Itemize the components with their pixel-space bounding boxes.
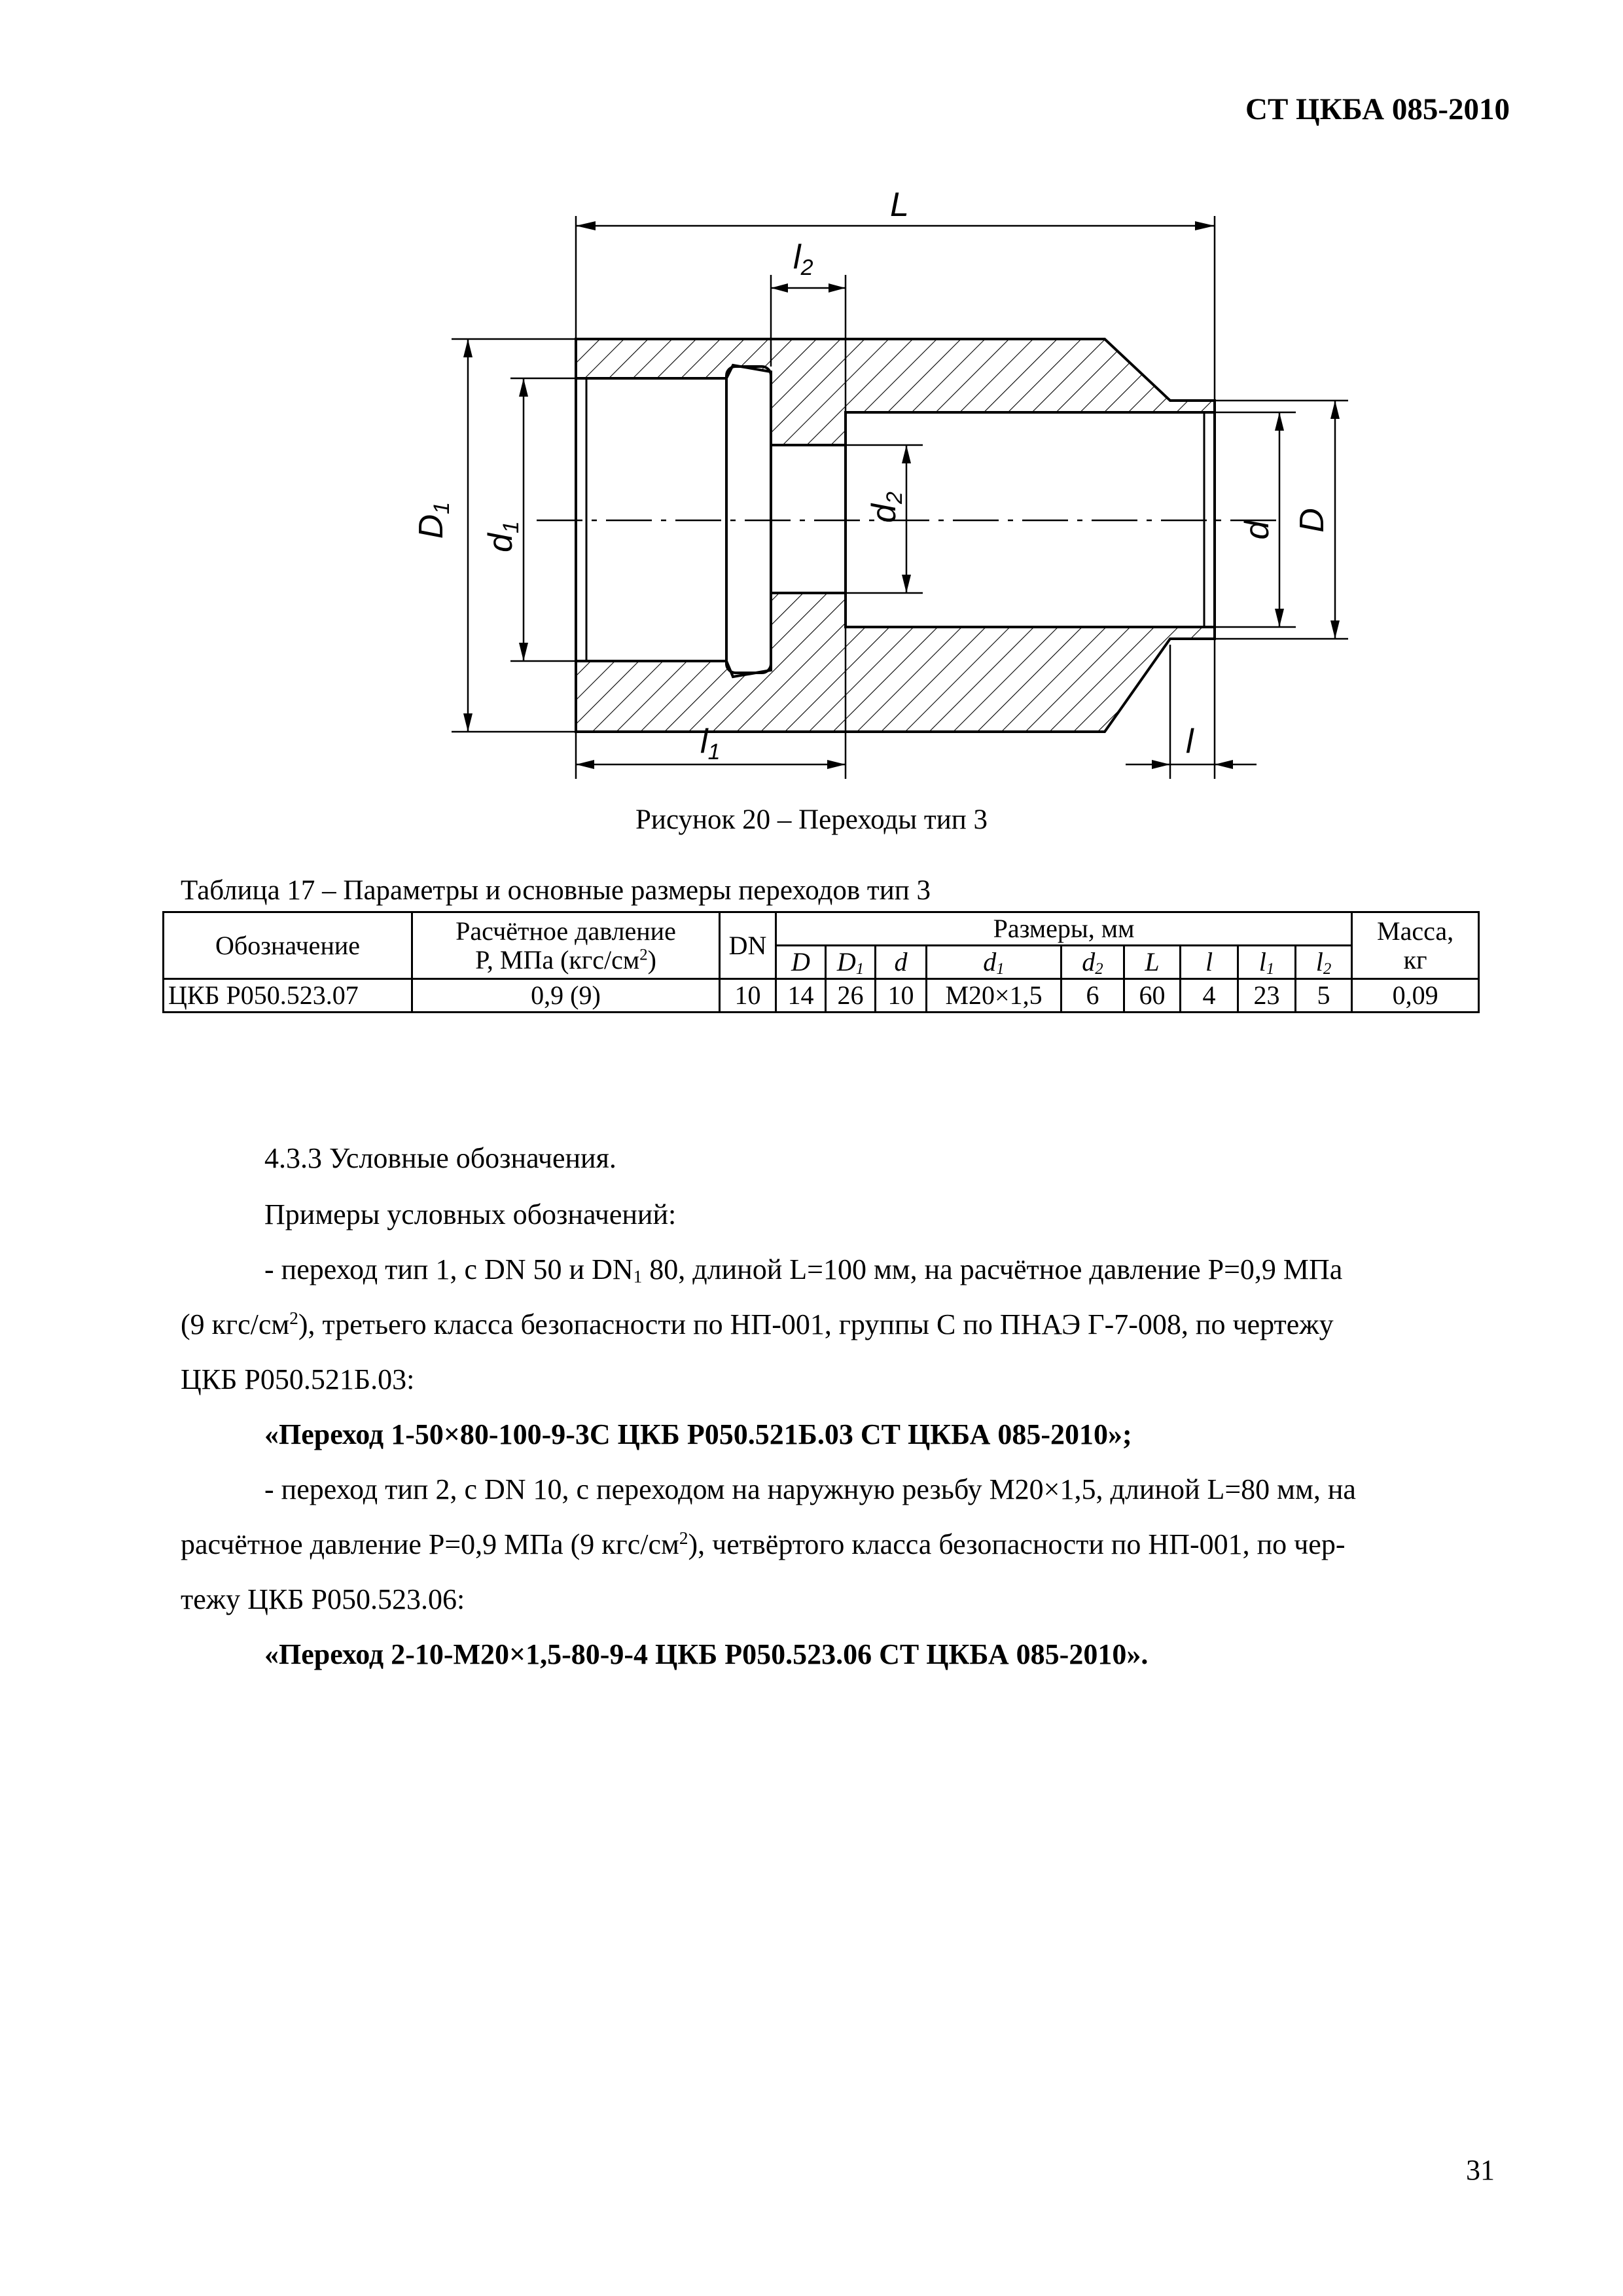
cell-d2: 6	[1061, 979, 1124, 1013]
label-d2: d2	[865, 492, 907, 523]
header-sizes: Размеры, мм	[776, 912, 1352, 946]
label-l1: l1	[700, 723, 721, 764]
header-l: l	[1181, 946, 1238, 979]
header-L: L	[1124, 946, 1181, 979]
table-caption: Таблица 17 – Параметры и основные размеры переходов тип 3	[181, 875, 931, 906]
page-number: 31	[1466, 2154, 1495, 2186]
header-pressure: Расчётное давление P, МПа $(кгс/см^2)$	[412, 912, 720, 979]
header-D: D	[776, 946, 826, 979]
designation-example-2: «Переход 2-10-М20×1,5-80-9-4 ЦКБ Р050.523.06 СТ ЦКБА 085-2010».	[264, 1638, 1149, 1670]
label-d: d	[1238, 520, 1276, 540]
table-header-row	[164, 912, 1479, 946]
label-L: L	[890, 186, 909, 224]
parameters-table	[162, 911, 1480, 1013]
header-d1: $d_1$	[927, 946, 1061, 979]
cell-L: 60	[1124, 979, 1181, 1013]
header-dn: DN	[720, 912, 776, 979]
cell-mass: 0,09	[1352, 979, 1479, 1013]
table-row	[164, 979, 1479, 1013]
cell-designation: ЦКБ Р050.523.07	[164, 979, 412, 1013]
cell-dn: 10	[720, 979, 776, 1013]
technical-drawing	[406, 177, 1374, 805]
header-l1: $l_1$	[1238, 946, 1296, 979]
paragraph-examples-intro: Примеры условных обозначений:	[264, 1198, 677, 1230]
paragraph-example1-line1: - переход тип 1, с DN 50 и $DN_1$ 80, длиной L=100 мм, на расчётное давление P=0,9 МПа	[264, 1253, 1343, 1287]
cell-l1: 23	[1238, 979, 1296, 1013]
label-l: l	[1186, 723, 1194, 761]
cell-d1: М20×1,5	[927, 979, 1061, 1013]
cell-d: 10	[876, 979, 927, 1013]
paragraph-example1-line2: (9 кгс/$см^2$), третьего класса безопасности по НП-001, группы С по ПНАЭ Г-7-008, по чертежу	[181, 1308, 1334, 1340]
designation-example-1: «Переход 1-50×80-100-9-3С ЦКБ Р050.521Б.03 СТ ЦКБА 085-2010»;	[264, 1418, 1132, 1450]
header-l2: $l_2$	[1296, 946, 1352, 979]
label-D1: D1	[412, 501, 454, 539]
header-designation: Обозначение	[164, 912, 412, 979]
header-D1: $D_1$	[826, 946, 876, 979]
paragraph-example1-line3: ЦКБ Р050.521Б.03:	[181, 1363, 415, 1395]
paragraph-example2-line3: тежу ЦКБ Р050.523.06:	[181, 1583, 465, 1615]
cell-l: 4	[1181, 979, 1238, 1013]
paragraph-example2-line2: расчётное давление P=0,9 МПа (9 кгс/$см^2$), четвёртого класса безопасности по НП-001, по чер-	[181, 1528, 1346, 1560]
label-l2: l2	[793, 238, 813, 280]
header-d: d	[876, 946, 927, 979]
cell-l2: 5	[1296, 979, 1352, 1013]
label-D: D	[1293, 508, 1331, 533]
cell-D1: 26	[826, 979, 876, 1013]
section-heading: 4.3.3 Условные обозначения.	[264, 1142, 616, 1174]
header-mass: Масса, кг	[1352, 912, 1479, 979]
figure-caption: Рисунок 20 – Переходы тип 3	[635, 804, 988, 835]
label-d1: d1	[482, 521, 524, 552]
document-code: СТ ЦКБА 085-2010	[1245, 92, 1510, 126]
paragraph-example2-line1: - переход тип 2, с DN 10, с переходом на наружную резьбу М20×1,5, длиной L=80 мм, на	[264, 1473, 1356, 1505]
cell-pressure: 0,9 (9)	[412, 979, 720, 1013]
cell-D: 14	[776, 979, 826, 1013]
header-d2: $d_2$	[1061, 946, 1124, 979]
